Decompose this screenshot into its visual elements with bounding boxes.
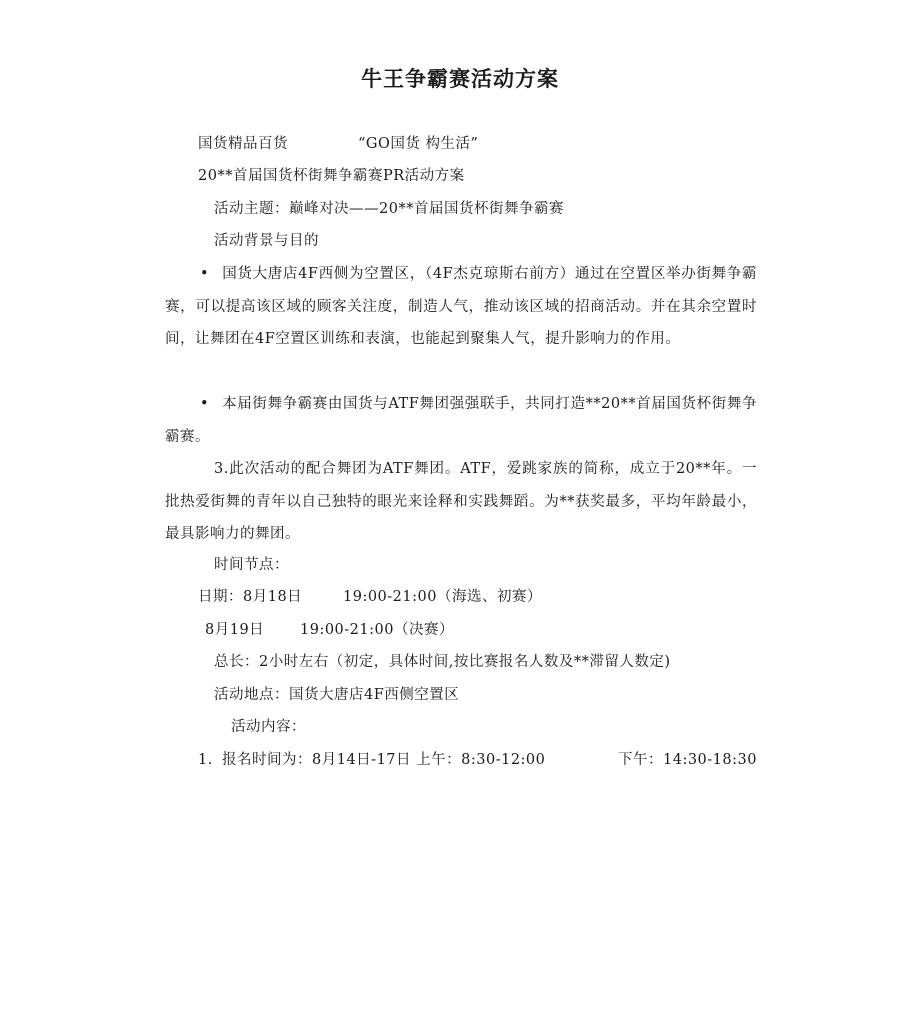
background-heading: 活动背景与目的 (214, 233, 319, 249)
date-2-label: 8月19日 (205, 622, 265, 638)
bullet-paragraph-2 (165, 388, 757, 453)
activity-theme: 活动主题：巅峰对决——20**首届国货杯街舞争霸赛 (214, 201, 564, 217)
item-3-first-line: 3.此次活动的配合舞团为ATF舞团。ATF，爱跳家族的简称，成立于20**年 (214, 461, 727, 477)
item-3-rest: 。一批热爱街舞的青年以自己独特的眼光来诠释和实践舞蹈。为**获奖最多，平均年龄最小，最具影响力的舞团。 (165, 461, 758, 543)
duration: 总长：2小时左右（初定，具体时间,按比赛报名人数及**滞留人数定) (214, 654, 671, 670)
bullet-2-first-line: 本届街舞争霸赛由国货与ATF舞团强强联手，共同打造**20**首届国货杯 (222, 396, 712, 412)
location: 活动地点：国货大唐店4F西侧空置区 (214, 687, 460, 703)
header-left: 国货精品百货 (198, 136, 288, 152)
bullet-2-rest: 街舞争霸赛。 (165, 396, 758, 445)
date-2-time: 19:00-21:00（决赛） (300, 622, 454, 638)
registration-number: 1. (198, 752, 213, 768)
time-heading: 时间节点： (214, 557, 289, 573)
date-1-time: 19:00-21:00（海选、初赛） (343, 589, 542, 605)
document-title: 牛王争霸赛活动方案 (361, 67, 559, 91)
bullet-symbol: • (200, 266, 210, 282)
registration-time: 报名时间为：8月14日-17日 上午：8:30-12:00 (222, 752, 546, 768)
bullet-1-rest: 街舞争霸赛，可以提高该区域的顾客关注度，制造人气，推动该区域的招商活动。并在其余空置时间，让舞团在4F空置区训练和表演，也能起到聚集人气，提升影响力的作用。 (165, 266, 757, 348)
bullet-symbol: • (200, 396, 210, 412)
content-heading: 活动内容： (231, 719, 306, 735)
document-subtitle: 20**首届国货杯街舞争霸赛PR活动方案 (198, 168, 465, 184)
date-1-label: 日期：8月18日 (198, 589, 303, 605)
header-slogan: “GO国货 构生活” (358, 136, 479, 152)
registration-afternoon: 下午：14:30-18:30 (618, 752, 757, 768)
bullet-1-first-line: 国货大唐店4F西侧为空置区，（4F杰克琼斯右前方）通过在空置区举办 (222, 266, 697, 282)
item-3-paragraph (165, 453, 757, 551)
bullet-paragraph-1 (165, 258, 757, 356)
